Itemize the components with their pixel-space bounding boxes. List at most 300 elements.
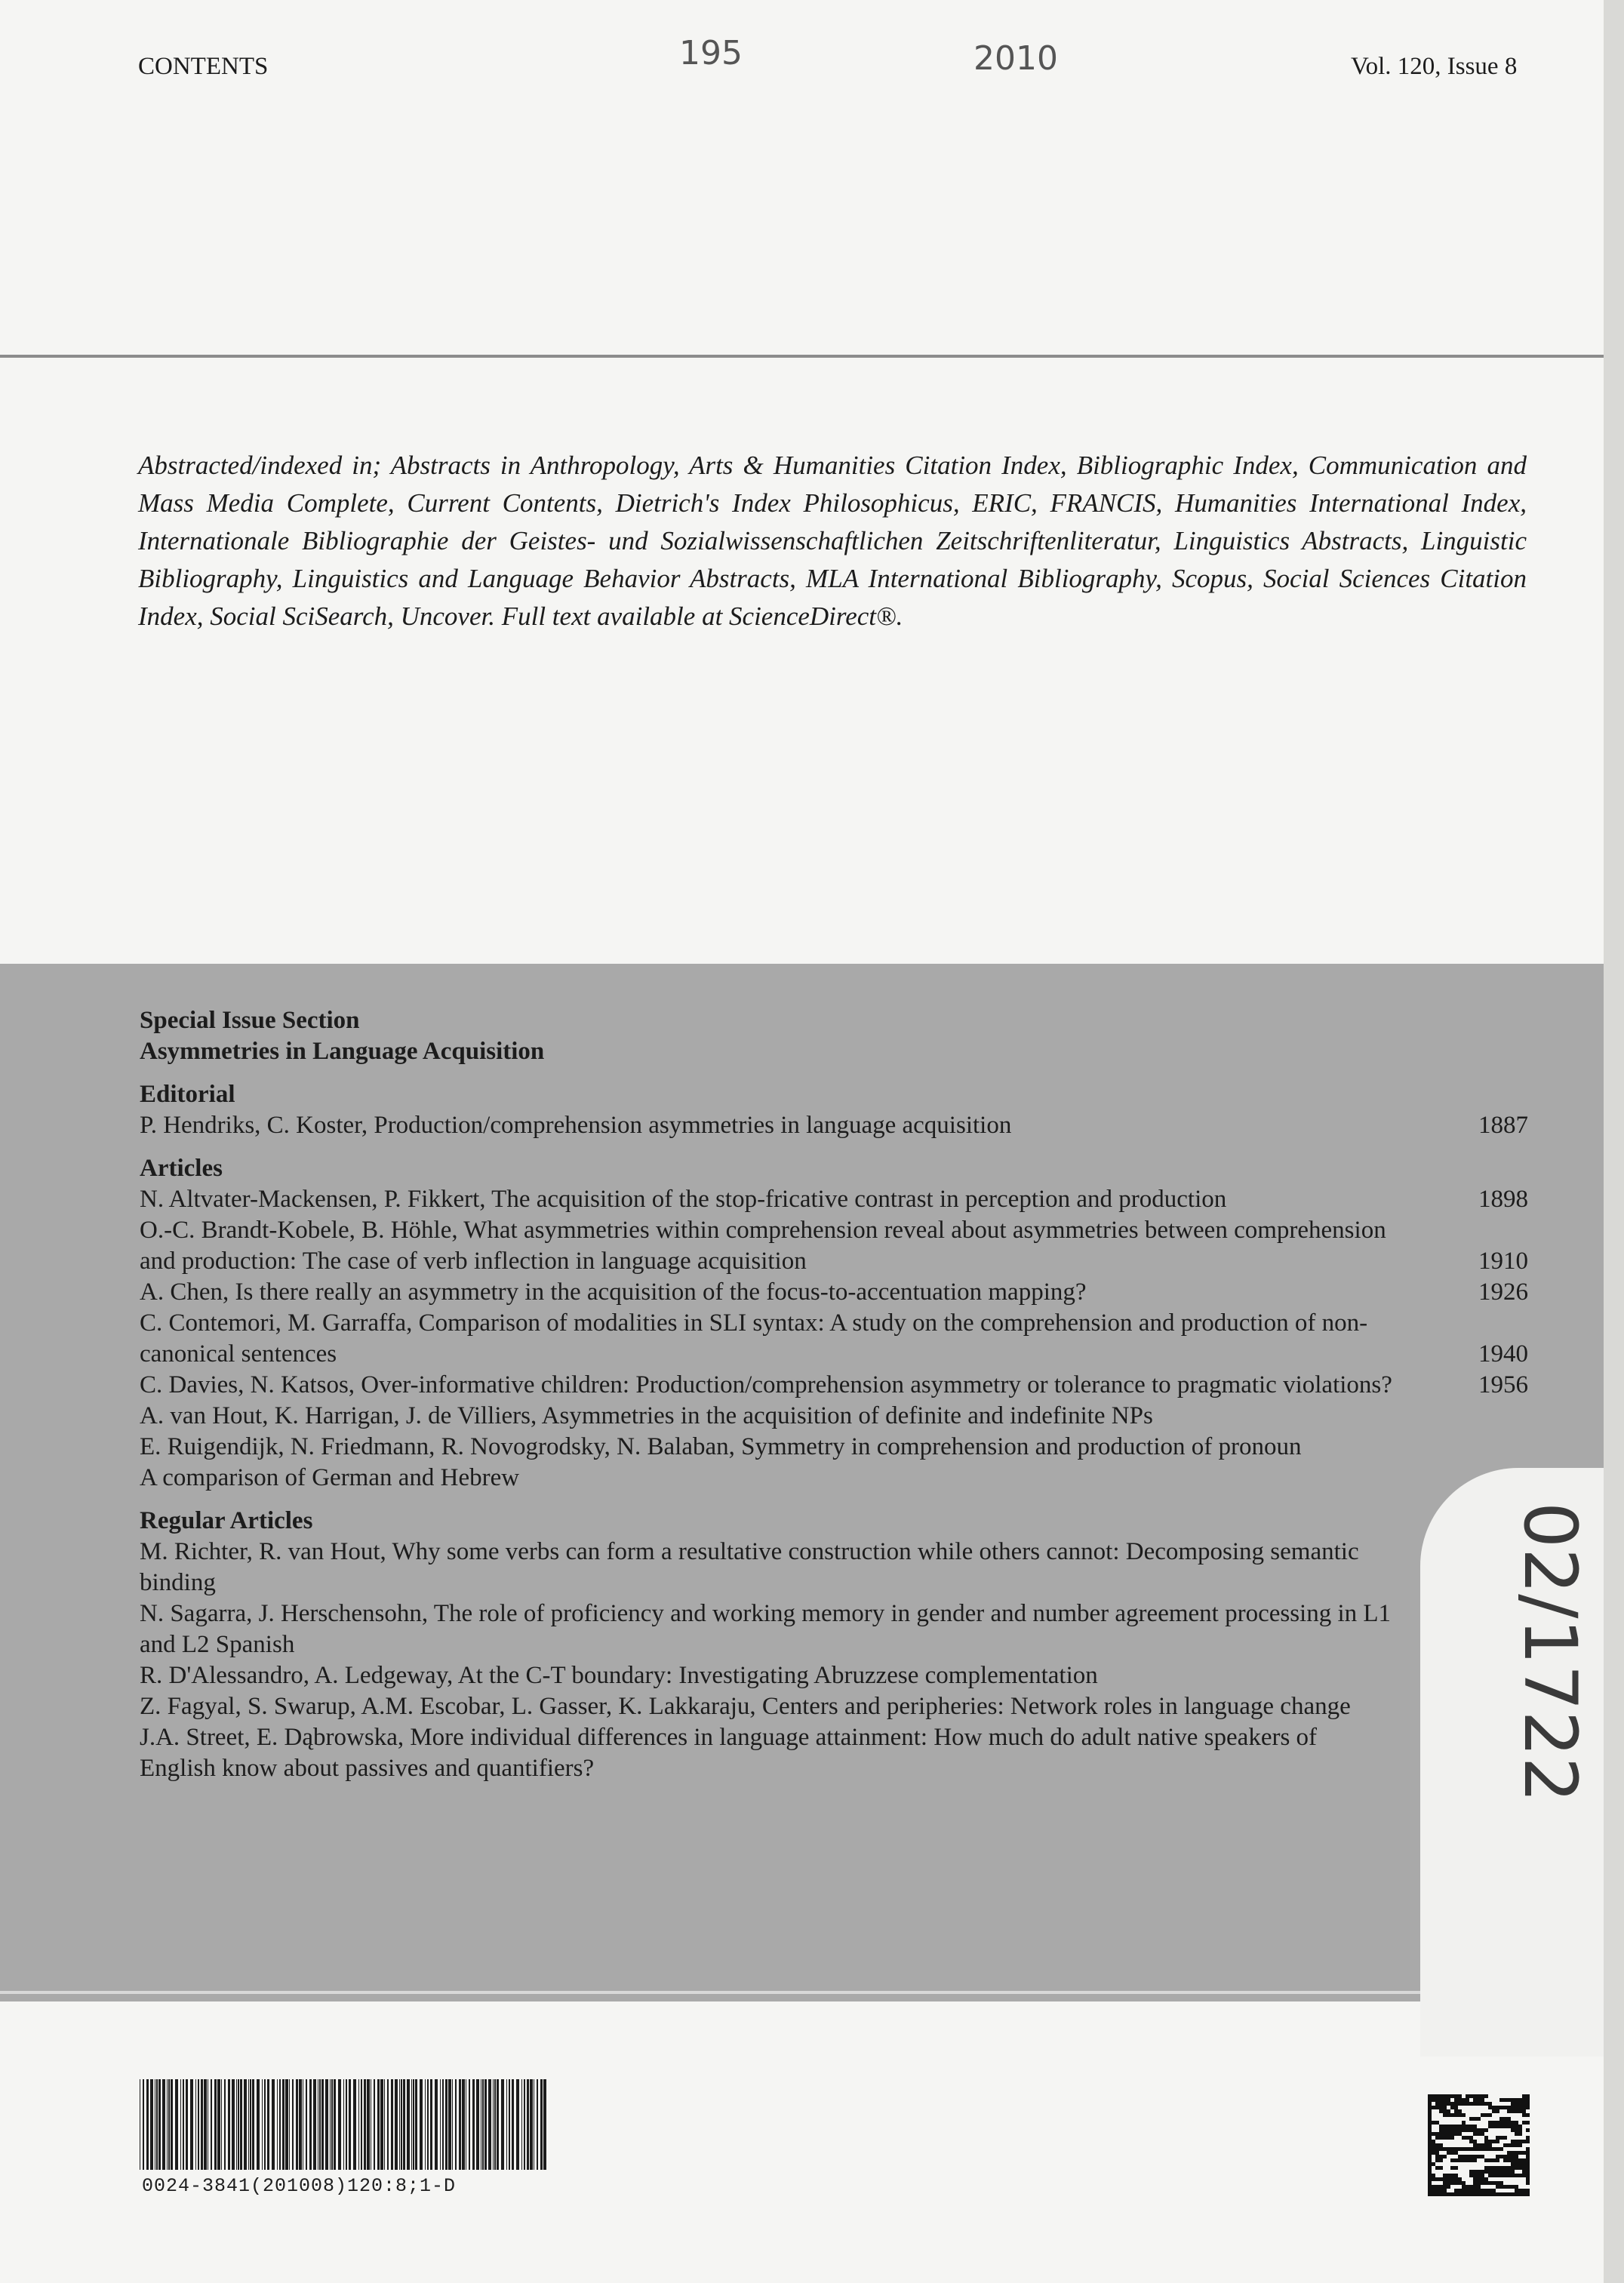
datamatrix-cell bbox=[1484, 2140, 1488, 2143]
datamatrix-cell bbox=[1450, 2102, 1454, 2106]
toc-entry-page: 1926 bbox=[1478, 1278, 1528, 1306]
datamatrix-cell bbox=[1503, 2125, 1507, 2128]
datamatrix-cell bbox=[1503, 2136, 1507, 2140]
datamatrix-cell bbox=[1507, 2109, 1511, 2113]
toc-entry-text: A. van Hout, K. Harrigan, J. de Villiers, Asymmetries in the acquisition of definite and indefinite NPs bbox=[140, 1402, 1153, 1429]
datamatrix-cell bbox=[1458, 2147, 1462, 2151]
datamatrix-cell bbox=[1469, 2174, 1473, 2177]
datamatrix-cell bbox=[1522, 2140, 1526, 2143]
datamatrix-cell bbox=[1526, 2174, 1530, 2177]
datamatrix-cell bbox=[1458, 2102, 1462, 2106]
datamatrix-cell bbox=[1503, 2098, 1507, 2102]
barcode-bar bbox=[150, 2079, 153, 2170]
datamatrix-cell bbox=[1492, 2109, 1496, 2113]
datamatrix-cell bbox=[1515, 2098, 1518, 2102]
datamatrix-cell bbox=[1515, 2174, 1518, 2177]
barcode-bar bbox=[524, 2079, 525, 2170]
datamatrix-cell bbox=[1435, 2185, 1439, 2189]
datamatrix-cell bbox=[1454, 2106, 1458, 2109]
datamatrix-cell bbox=[1469, 2128, 1473, 2132]
datamatrix-cell bbox=[1462, 2128, 1466, 2132]
barcode-bar bbox=[296, 2079, 298, 2170]
datamatrix-cell bbox=[1518, 2174, 1522, 2177]
datamatrix-cell bbox=[1522, 2189, 1526, 2192]
datamatrix-cell bbox=[1522, 2109, 1526, 2113]
datamatrix-cell bbox=[1484, 2128, 1488, 2132]
datamatrix-cell bbox=[1443, 2113, 1447, 2117]
datamatrix-cell bbox=[1439, 2143, 1443, 2147]
datamatrix-cell bbox=[1499, 2098, 1503, 2102]
barcode-bar bbox=[509, 2079, 510, 2170]
datamatrix-cell bbox=[1454, 2113, 1458, 2117]
barcode-bar bbox=[250, 2079, 251, 2170]
datamatrix-cell bbox=[1477, 2170, 1481, 2174]
datamatrix-cell bbox=[1428, 2125, 1432, 2128]
datamatrix-cell bbox=[1443, 2128, 1447, 2132]
datamatrix-cell bbox=[1511, 2155, 1515, 2158]
sticker-handwritten-code: 02/1722 bbox=[1508, 1502, 1592, 1803]
barcode-bar bbox=[162, 2079, 165, 2170]
datamatrix-cell bbox=[1469, 2170, 1473, 2174]
datamatrix-cell bbox=[1447, 2151, 1450, 2155]
datamatrix-cell bbox=[1496, 2125, 1499, 2128]
datamatrix-cell bbox=[1428, 2102, 1432, 2106]
datamatrix-cell bbox=[1477, 2174, 1481, 2177]
datamatrix-cell bbox=[1515, 2155, 1518, 2158]
datamatrix-cell bbox=[1511, 2185, 1515, 2189]
datamatrix-cell bbox=[1469, 2189, 1473, 2192]
barcode-bar bbox=[476, 2079, 479, 2170]
barcode-bar bbox=[198, 2079, 199, 2170]
datamatrix-cell bbox=[1507, 2143, 1511, 2147]
top-rule bbox=[0, 355, 1604, 358]
barcode-bar bbox=[221, 2079, 222, 2170]
barcode-bar bbox=[442, 2079, 444, 2170]
datamatrix-cell bbox=[1511, 2125, 1515, 2128]
barcode-bar bbox=[299, 2079, 302, 2170]
barcode-bar bbox=[488, 2079, 491, 2170]
datamatrix-cell bbox=[1522, 2106, 1526, 2109]
handwritten-note-2010: 2010 bbox=[973, 39, 1058, 78]
datamatrix-cell bbox=[1439, 2109, 1443, 2113]
barcode-bar bbox=[262, 2079, 263, 2170]
datamatrix-cell bbox=[1428, 2181, 1432, 2185]
datamatrix-cell bbox=[1428, 2121, 1432, 2125]
datamatrix-cell bbox=[1522, 2094, 1526, 2098]
datamatrix-cell bbox=[1466, 2102, 1469, 2106]
barcode-bar bbox=[411, 2079, 412, 2170]
datamatrix-cell bbox=[1488, 2106, 1492, 2109]
datamatrix-cell bbox=[1458, 2155, 1462, 2158]
barcode-bar bbox=[232, 2079, 235, 2170]
datamatrix-cell bbox=[1481, 2189, 1484, 2192]
datamatrix-cell bbox=[1518, 2102, 1522, 2106]
datamatrix-cell bbox=[1477, 2185, 1481, 2189]
datamatrix-cell bbox=[1492, 2170, 1496, 2174]
datamatrix-cell bbox=[1435, 2106, 1439, 2109]
datamatrix-cell bbox=[1454, 2098, 1458, 2102]
datamatrix-cell bbox=[1473, 2158, 1477, 2162]
datamatrix-cell bbox=[1428, 2177, 1432, 2181]
datamatrix-cell bbox=[1515, 2140, 1518, 2143]
datamatrix-cell bbox=[1462, 2147, 1466, 2151]
datamatrix-cell bbox=[1466, 2125, 1469, 2128]
barcode-bar bbox=[537, 2079, 538, 2170]
toc-entry-text: O.-C. Brandt-Kobele, B. Höhle, What asymmetries within comprehension reveal about asymmetries between comprehension and production: The case of verb inflection in language acquisition bbox=[140, 1217, 1386, 1275]
datamatrix-cell bbox=[1462, 2189, 1466, 2192]
datamatrix-cell bbox=[1481, 2181, 1484, 2185]
datamatrix-cell bbox=[1462, 2136, 1466, 2140]
datamatrix-cell bbox=[1515, 2192, 1518, 2196]
toc-entry-text: Z. Fagyal, S. Swarup, A.M. Escobar, L. Gasser, K. Lakkaraju, Centers and peripheries: Network roles in language change bbox=[140, 1693, 1351, 1720]
datamatrix-cell bbox=[1526, 2177, 1530, 2181]
datamatrix-cell bbox=[1515, 2162, 1518, 2166]
datamatrix-cell bbox=[1526, 2192, 1530, 2196]
datamatrix-cell bbox=[1484, 2177, 1488, 2181]
datamatrix-cell bbox=[1481, 2128, 1484, 2132]
datamatrix-cell bbox=[1511, 2128, 1515, 2132]
datamatrix-cell bbox=[1473, 2094, 1477, 2098]
datamatrix-cell bbox=[1428, 2189, 1432, 2192]
datamatrix-cell bbox=[1503, 2192, 1507, 2196]
datamatrix-cell bbox=[1462, 2121, 1466, 2125]
datamatrix-cell bbox=[1428, 2106, 1432, 2109]
toc-entry bbox=[140, 1308, 1528, 1370]
datamatrix-cell bbox=[1526, 2098, 1530, 2102]
barcode-bar bbox=[167, 2079, 168, 2170]
datamatrix-cell bbox=[1473, 2185, 1477, 2189]
datamatrix-cell bbox=[1428, 2170, 1432, 2174]
barcode-bar bbox=[493, 2079, 494, 2170]
datamatrix-cell bbox=[1443, 2189, 1447, 2192]
datamatrix-cell bbox=[1447, 2113, 1450, 2117]
datamatrix-cell bbox=[1428, 2158, 1432, 2162]
datamatrix-cell bbox=[1522, 2192, 1526, 2196]
barcode-bar bbox=[497, 2079, 499, 2170]
datamatrix-cell bbox=[1488, 2174, 1492, 2177]
barcode-bar bbox=[204, 2079, 207, 2170]
barcode-bar bbox=[395, 2079, 398, 2170]
datamatrix-cell bbox=[1443, 2098, 1447, 2102]
datamatrix-cell bbox=[1522, 2162, 1526, 2166]
datamatrix-cell bbox=[1503, 2117, 1507, 2121]
datamatrix-cell bbox=[1477, 2147, 1481, 2151]
toc-entry-text: P. Hendriks, C. Koster, Production/comprehension asymmetries in language acquisition bbox=[140, 1112, 1012, 1139]
datamatrix-cell bbox=[1503, 2166, 1507, 2170]
datamatrix-cell bbox=[1454, 2094, 1458, 2098]
barcode-bar bbox=[244, 2079, 247, 2170]
datamatrix-cell bbox=[1503, 2106, 1507, 2109]
barcode-bar bbox=[401, 2079, 402, 2170]
barcode-bar bbox=[175, 2079, 178, 2170]
datamatrix-cell bbox=[1454, 2192, 1458, 2196]
barcode-bar bbox=[427, 2079, 429, 2170]
datamatrix-cell bbox=[1526, 2113, 1530, 2117]
datamatrix-cell bbox=[1481, 2143, 1484, 2147]
barcode-bar bbox=[361, 2079, 362, 2170]
datamatrix-cell bbox=[1492, 2121, 1496, 2125]
datamatrix-cell bbox=[1435, 2143, 1439, 2147]
datamatrix-cell bbox=[1496, 2158, 1499, 2162]
barcode-bar bbox=[252, 2079, 254, 2170]
datamatrix-cell bbox=[1428, 2109, 1432, 2113]
datamatrix-cell bbox=[1428, 2094, 1432, 2098]
articles-heading: Articles bbox=[140, 1155, 223, 1182]
datamatrix-cell bbox=[1439, 2106, 1443, 2109]
datamatrix-cell bbox=[1435, 2147, 1439, 2151]
datamatrix-cell bbox=[1526, 2181, 1530, 2185]
datamatrix-cell bbox=[1428, 2136, 1432, 2140]
barcode-bar bbox=[374, 2079, 375, 2170]
datamatrix-cell bbox=[1473, 2181, 1477, 2185]
datamatrix-cell bbox=[1450, 2113, 1454, 2117]
datamatrix-cell bbox=[1462, 2192, 1466, 2196]
datamatrix-cell bbox=[1435, 2102, 1439, 2106]
datamatrix-cell bbox=[1518, 2128, 1522, 2132]
toc-entry-text: N. Altvater-Mackensen, P. Fikkert, The acquisition of the stop-fricative contrast in perception and production bbox=[140, 1186, 1227, 1213]
datamatrix-cell bbox=[1492, 2192, 1496, 2196]
datamatrix-cell bbox=[1518, 2125, 1522, 2128]
barcode-bar bbox=[264, 2079, 266, 2170]
datamatrix-cell bbox=[1488, 2181, 1492, 2185]
datamatrix-cell bbox=[1507, 2117, 1511, 2121]
datamatrix-cell bbox=[1526, 2140, 1530, 2143]
datamatrix-cell bbox=[1447, 2094, 1450, 2098]
toc-entry bbox=[140, 1537, 1392, 1598]
barcode-bar bbox=[469, 2079, 470, 2170]
datamatrix-cell bbox=[1469, 2125, 1473, 2128]
barcode-bar bbox=[180, 2079, 181, 2170]
datamatrix-cell bbox=[1432, 2094, 1435, 2098]
datamatrix-cell bbox=[1447, 2136, 1450, 2140]
datamatrix-cell bbox=[1447, 2098, 1450, 2102]
barcode-bar bbox=[240, 2079, 242, 2170]
barcode-bar bbox=[367, 2079, 370, 2170]
datamatrix-cell bbox=[1503, 2143, 1507, 2147]
datamatrix-cell bbox=[1481, 2094, 1484, 2098]
datamatrix-cell bbox=[1462, 2102, 1466, 2106]
datamatrix-cell bbox=[1503, 2174, 1507, 2177]
datamatrix-cell bbox=[1496, 2140, 1499, 2143]
barcode-bar bbox=[501, 2079, 504, 2170]
datamatrix-cell bbox=[1450, 2132, 1454, 2136]
datamatrix-cell bbox=[1511, 2102, 1515, 2106]
barcode-bar bbox=[462, 2079, 465, 2170]
datamatrix-cell bbox=[1462, 2155, 1466, 2158]
datamatrix-cell bbox=[1522, 2102, 1526, 2106]
datamatrix-cell bbox=[1473, 2102, 1477, 2106]
datamatrix-cell bbox=[1432, 2185, 1435, 2189]
datamatrix-cell bbox=[1488, 2102, 1492, 2106]
datamatrix-cell bbox=[1458, 2113, 1462, 2117]
handwritten-note-195: 195 bbox=[679, 34, 743, 72]
datamatrix-cell bbox=[1499, 2155, 1503, 2158]
datamatrix-cell bbox=[1435, 2177, 1439, 2181]
datamatrix-cell bbox=[1450, 2128, 1454, 2132]
datamatrix-cell bbox=[1439, 2125, 1443, 2128]
datamatrix-cell bbox=[1496, 2109, 1499, 2113]
toc-entry-page: 1940 bbox=[1478, 1340, 1528, 1368]
barcode-bar bbox=[440, 2079, 441, 2170]
datamatrix-cell bbox=[1499, 2166, 1503, 2170]
datamatrix-cell bbox=[1458, 2098, 1462, 2102]
datamatrix-cell bbox=[1428, 2132, 1432, 2136]
datamatrix-cell bbox=[1492, 2147, 1496, 2151]
datamatrix-cell bbox=[1473, 2189, 1477, 2192]
datamatrix-cell bbox=[1428, 2113, 1432, 2117]
datamatrix-cell bbox=[1462, 2098, 1466, 2102]
datamatrix-cell bbox=[1503, 2170, 1507, 2174]
datamatrix-cell bbox=[1518, 2098, 1522, 2102]
bottom-rule bbox=[0, 1991, 1604, 1994]
datamatrix-cell bbox=[1432, 2174, 1435, 2177]
toc-entry-text: E. Ruigendijk, N. Friedmann, R. Novogrodsky, N. Balaban, Symmetry in comprehension and production of pronoun bbox=[140, 1433, 1302, 1460]
abstract-index-text: Abstracted/indexed in; Abstracts in Anthropology, Arts & Humanities Citation Index, Bibliographic Index, Communication and Mass Media Complete, Current Contents, Dietrich's Index Philosophicus, ERIC, FRANCIS, Humanities International Index, Internationale Bibliographie der Geistes- und Sozialwissenschaftlichen Zeitschriftenliteratur, Linguistics Abstracts, Linguistic Bibliography, Linguistics and Language Behavior Abstracts, MLA International Bibliography, Scopus, Social Sciences Citation Index, Social SciSearch, Uncover. Full text available at ScienceDirect®. bbox=[138, 451, 1527, 631]
toc-entry bbox=[140, 1277, 1528, 1308]
datamatrix-cell bbox=[1477, 2098, 1481, 2102]
datamatrix-cell bbox=[1432, 2189, 1435, 2192]
special-issue-title: Special Issue Section bbox=[140, 1007, 360, 1034]
datamatrix-cell bbox=[1526, 2147, 1530, 2151]
datamatrix-cell bbox=[1458, 2132, 1462, 2136]
datamatrix-cell bbox=[1473, 2155, 1477, 2158]
datamatrix-cell bbox=[1515, 2106, 1518, 2109]
datamatrix-cell bbox=[1526, 2136, 1530, 2140]
toc-entry bbox=[140, 1660, 1392, 1691]
datamatrix-cell bbox=[1518, 2132, 1522, 2136]
datamatrix-cell bbox=[1447, 2132, 1450, 2136]
datamatrix-cell bbox=[1496, 2192, 1499, 2196]
toc-entry-text: N. Sagarra, J. Herschensohn, The role of proficiency and working memory in gender and number agreement processing in L1 and L2 Spanish bbox=[140, 1600, 1392, 1658]
datamatrix-cell bbox=[1518, 2106, 1522, 2109]
barcode-number: 0024-3841(201008)120:8;1-D bbox=[142, 2175, 457, 2197]
datamatrix-cell bbox=[1484, 2192, 1488, 2196]
special-issue-subtitle: Asymmetries in Language Acquisition bbox=[140, 1038, 545, 1065]
barcode-bar bbox=[248, 2079, 249, 2170]
datamatrix-cell bbox=[1481, 2132, 1484, 2136]
datamatrix-cell bbox=[1511, 2151, 1515, 2155]
datamatrix-cell bbox=[1428, 2174, 1432, 2177]
datamatrix-cell bbox=[1428, 2128, 1432, 2132]
datamatrix-cell bbox=[1469, 2117, 1473, 2121]
toc-entry-text: C. Davies, N. Katsos, Over-informative children: Production/comprehension asymmetry or tolerance to pragmatic violations? bbox=[140, 1371, 1392, 1398]
datamatrix-cell bbox=[1473, 2125, 1477, 2128]
datamatrix-cell bbox=[1428, 2162, 1432, 2166]
datamatrix-cell bbox=[1488, 2125, 1492, 2128]
barcode-bar bbox=[277, 2079, 278, 2170]
datamatrix-cell bbox=[1503, 2185, 1507, 2189]
datamatrix-cell bbox=[1511, 2121, 1515, 2125]
datamatrix-cell bbox=[1435, 2094, 1439, 2098]
datamatrix-cell bbox=[1466, 2185, 1469, 2189]
barcode-bar bbox=[387, 2079, 389, 2170]
datamatrix-cell bbox=[1488, 2189, 1492, 2192]
barcode-bar bbox=[349, 2079, 351, 2170]
toc-entry bbox=[140, 1401, 1528, 1432]
datamatrix-cell bbox=[1443, 2136, 1447, 2140]
datamatrix-cell bbox=[1454, 2132, 1458, 2136]
barcode-bar bbox=[279, 2079, 281, 2170]
datamatrix-cell bbox=[1488, 2158, 1492, 2162]
datamatrix-cell bbox=[1522, 2121, 1526, 2125]
datamatrix-cell bbox=[1492, 2189, 1496, 2192]
datamatrix-cell bbox=[1435, 2189, 1439, 2192]
datamatrix-cell bbox=[1492, 2125, 1496, 2128]
datamatrix-cell bbox=[1515, 2166, 1518, 2170]
datamatrix-cell bbox=[1443, 2177, 1447, 2181]
datamatrix-cell bbox=[1526, 2162, 1530, 2166]
datamatrix-cell bbox=[1518, 2151, 1522, 2155]
datamatrix-cell bbox=[1499, 2174, 1503, 2177]
toc-entry-text: J.A. Street, E. Dąbrowska, More individual differences in language attainment: How much do adult native speakers of English know about passives and quantifiers? bbox=[140, 1724, 1318, 1782]
datamatrix-cell bbox=[1488, 2113, 1492, 2117]
datamatrix-cell bbox=[1466, 2094, 1469, 2098]
page-edge bbox=[1604, 0, 1624, 2283]
datamatrix-cell bbox=[1432, 2177, 1435, 2181]
datamatrix-cell bbox=[1458, 2128, 1462, 2132]
datamatrix-cell bbox=[1496, 2136, 1499, 2140]
datamatrix-cell bbox=[1458, 2181, 1462, 2185]
datamatrix-cell bbox=[1526, 2128, 1530, 2132]
barcode-bar bbox=[482, 2079, 484, 2170]
datamatrix-cell bbox=[1450, 2181, 1454, 2185]
barcode-bar bbox=[413, 2079, 414, 2170]
datamatrix-cell bbox=[1499, 2106, 1503, 2109]
datamatrix-cell bbox=[1492, 2174, 1496, 2177]
datamatrix-cell bbox=[1526, 2158, 1530, 2162]
datamatrix-cell bbox=[1484, 2147, 1488, 2151]
datamatrix-cell bbox=[1469, 2185, 1473, 2189]
datamatrix-cell bbox=[1481, 2113, 1484, 2117]
datamatrix-cell bbox=[1515, 2158, 1518, 2162]
toc-entry-text: C. Contemori, M. Garraffa, Comparison of modalities in SLI syntax: A study on the comprehension and production of non-canonical sentences bbox=[140, 1309, 1368, 1368]
datamatrix-cell bbox=[1428, 2140, 1432, 2143]
datamatrix-cell bbox=[1477, 2132, 1481, 2136]
barcode-bar bbox=[156, 2079, 158, 2170]
datamatrix-cell bbox=[1518, 2189, 1522, 2192]
datamatrix-cell bbox=[1477, 2102, 1481, 2106]
datamatrix-cell bbox=[1432, 2151, 1435, 2155]
datamatrix-cell bbox=[1507, 2174, 1511, 2177]
datamatrix-cell bbox=[1526, 2170, 1530, 2174]
datamatrix-cell bbox=[1443, 2102, 1447, 2106]
datamatrix-cell bbox=[1443, 2181, 1447, 2185]
datamatrix-cell bbox=[1496, 2185, 1499, 2189]
datamatrix-cell bbox=[1443, 2155, 1447, 2158]
barcode-bar bbox=[321, 2079, 324, 2170]
datamatrix-cell bbox=[1435, 2132, 1439, 2136]
datamatrix-cell bbox=[1499, 2147, 1503, 2151]
datamatrix-cell bbox=[1511, 2174, 1515, 2177]
articles-list bbox=[140, 1184, 1528, 1494]
datamatrix-cell bbox=[1450, 2094, 1454, 2098]
datamatrix-cell bbox=[1522, 2174, 1526, 2177]
datamatrix-cell bbox=[1473, 2147, 1477, 2151]
datamatrix-cell bbox=[1477, 2117, 1481, 2121]
datamatrix-cell bbox=[1466, 2155, 1469, 2158]
datamatrix-cell bbox=[1473, 2140, 1477, 2143]
datamatrix-cell bbox=[1428, 2117, 1432, 2121]
barcode-bar bbox=[516, 2079, 519, 2170]
datamatrix-cell bbox=[1450, 2158, 1454, 2162]
datamatrix-cell bbox=[1466, 2147, 1469, 2151]
barcode-bar bbox=[455, 2079, 457, 2170]
datamatrix-cell bbox=[1439, 2147, 1443, 2151]
toc-entry bbox=[140, 1110, 1528, 1141]
datamatrix-cell bbox=[1507, 2158, 1511, 2162]
datamatrix-cell bbox=[1484, 2170, 1488, 2174]
datamatrix-cell bbox=[1496, 2166, 1499, 2170]
